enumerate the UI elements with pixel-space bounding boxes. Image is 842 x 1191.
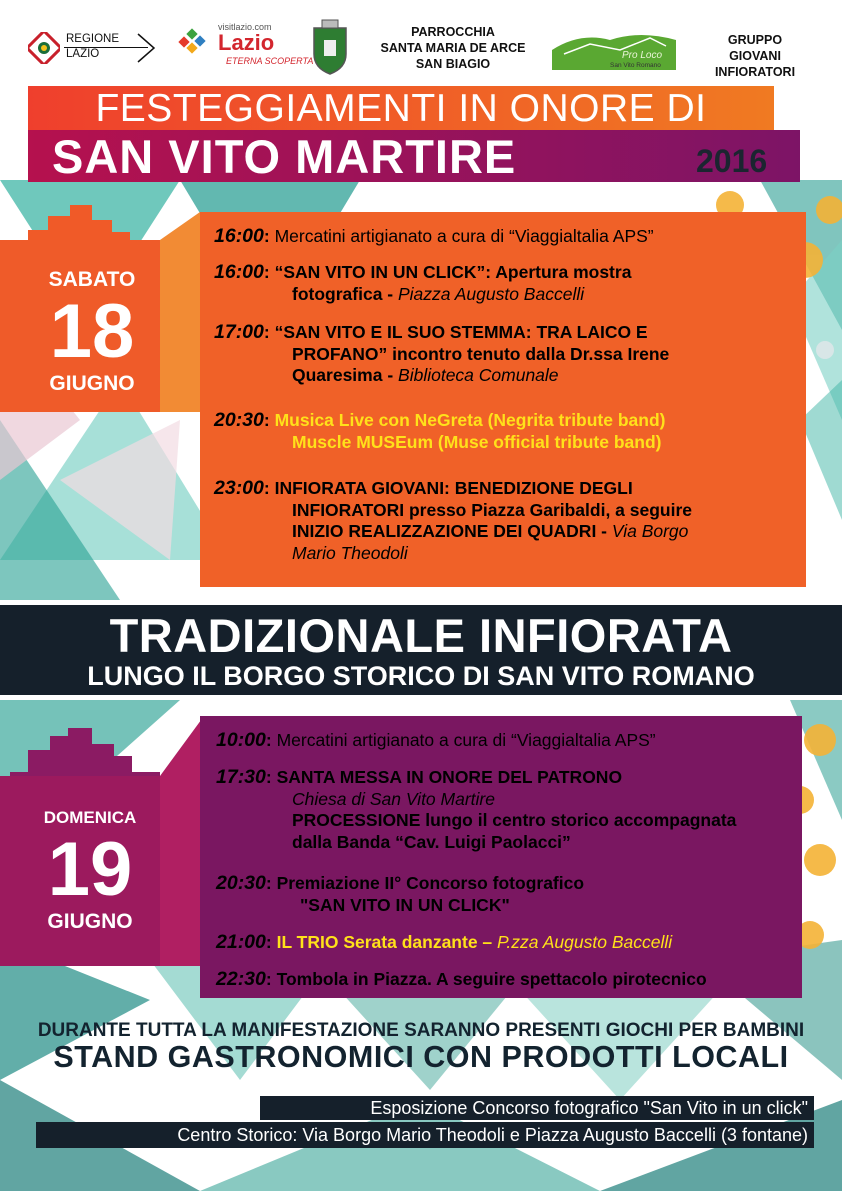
day1-event-1: 16:00: Mercatini artigianato a cura di “Viaggialtalia APS” — [214, 225, 654, 247]
title-year: 2016 — [696, 143, 768, 179]
lazio-label: LAZIO — [66, 48, 100, 60]
lazio-site: visitlazio.com — [218, 22, 272, 32]
event-text-cont: dalla Banda “Cav. Luigi Paolacci” — [292, 831, 571, 852]
event-time: 17:00 — [214, 321, 264, 343]
event-text-cont: PROCESSIONE lungo il centro storico accompagnata — [292, 810, 737, 830]
event-place: Via Borgo — [611, 521, 689, 541]
event-time: 16:00 — [214, 225, 264, 247]
event-place: Biblioteca Comunale — [398, 365, 559, 385]
title-bar — [28, 130, 800, 182]
day1-month: GIUGNO — [49, 372, 135, 395]
pro-loco-sub: San Vito Romano — [610, 62, 661, 69]
title-main: SAN VITO MARTIRE — [52, 130, 517, 183]
parrocchia-line2: SANTA MARIA DE ARCE — [380, 41, 526, 55]
footer-games-note: DURANTE TUTTA LA MANIFESTAZIONE SARANNO PRESENTI GIOCHI PER BAMBINI — [37, 1020, 805, 1041]
exhibit-location: Centro Storico: Via Borgo Mario Theodoli e Piazza Augusto Baccelli (3 fontane) — [36, 1122, 814, 1148]
lazio-mosaic-icon — [178, 28, 208, 58]
event-text: Tombola in Piazza. A seguire spettacolo pirotecnico — [276, 969, 707, 989]
event-place-cont: Mario Theodoli — [292, 542, 408, 563]
day1-number: 18 — [49, 289, 135, 374]
day2-event-3: 20:30: Premiazione II° Concorso fotografico "SAN VITO IN UN CLICK" — [216, 873, 796, 916]
event-time: 20:30 — [214, 409, 264, 431]
event-text: Premiazione II° Concorso fotografico — [276, 873, 585, 893]
event-time: 23:00 — [214, 477, 264, 499]
title-line1: FESTEGGIAMENTI IN ONORE DI — [28, 86, 774, 130]
regione-label: REGIONE — [66, 33, 120, 45]
infiorata-banner — [0, 605, 842, 695]
regione-arrow-icon — [136, 32, 156, 64]
event-text: Mercatini artigianato a cura di “Viaggialtalia APS” — [276, 730, 656, 750]
event-text-cont: "SAN VITO IN UN CLICK" — [300, 894, 510, 915]
event-place: Chiesa di San Vito Martire — [292, 788, 495, 809]
event-text: Musica Live con NeGreta (Negrita tribute band) — [274, 410, 666, 430]
event-text-cont: Muscle MUSEum (Muse official tribute band) — [292, 431, 662, 452]
day1-badge — [8, 268, 176, 396]
event-time: 22:30 — [216, 968, 266, 990]
event-time: 21:00 — [216, 931, 266, 953]
day2-badge — [4, 806, 176, 934]
event-place: Piazza Augusto Baccelli — [397, 283, 585, 304]
event-time: 10:00 — [216, 729, 266, 751]
day1-event-2: 16:00: “SAN VITO IN UN CLICK”: Apertura mostra fotografica - Piazza Augusto Baccelli — [214, 261, 632, 304]
day2-event-4: 21:00: IL TRIO Serata danzante – P.zza Augusto Baccelli — [216, 931, 673, 953]
event-text-cont: PROFANO” incontro tenuto dalla Dr.ssa Irene — [292, 343, 670, 364]
banner-subtitle: LUNGO IL BORGO STORICO DI SAN VITO ROMANO — [87, 661, 755, 691]
event-time: 16:00 — [214, 261, 264, 283]
event-text-cont: INIZIO REALIZZAZIONE DEI QUADRI - — [292, 521, 612, 541]
day2-month: GIUGNO — [47, 910, 133, 933]
parrocchia-line1: PARROCCHIA — [411, 25, 495, 39]
pro-loco-logo — [550, 28, 678, 72]
event-text: SANTA MESSA IN ONORE DEL PATRONO — [276, 767, 623, 787]
exhibit-title: Esposizione Concorso fotografico "San Vito in un click" — [260, 1096, 814, 1120]
gruppo-line1: GRUPPO — [727, 33, 783, 47]
day2-event-2: 17:30: SANTA MESSA IN ONORE DEL PATRONO Chiesa di San Vito Martire PROCESSIONE lungo il centro storico accompagnata dalla Banda “Cav. Luigi Paolacci” — [216, 767, 802, 853]
gruppo-label — [690, 32, 820, 80]
regione-lazio-logo — [28, 30, 156, 66]
event-text: “SAN VITO IN UN CLICK”: Apertura mostra — [274, 262, 632, 282]
event-text: INFIORATA GIOVANI: BENEDIZIONE DEGLI — [274, 478, 633, 498]
banner-title: TRADIZIONALE INFIORATA — [109, 609, 733, 662]
pro-loco-title: Pro Loco — [622, 50, 663, 61]
day1-weekday: SABATO — [48, 268, 136, 291]
day1-event-5: 23:00: INFIORATA GIOVANI: BENEDIZIONE DEGLI INFIORATORI presso Piazza Garibaldi, a seguire INIZIO REALIZZAZIONE DEI QUADRI - Via Borgo Mario Theodoli — [214, 478, 804, 564]
event-text-cont: fotografica - — [292, 283, 398, 304]
day2-event-5: 22:30: Tombola in Piazza. A seguire spettacolo pirotecnico — [216, 968, 707, 990]
regione-emblem-icon — [28, 32, 60, 64]
lazio-tagline: ETERNA SCOPERTA — [226, 56, 314, 66]
event-text: “SAN VITO E IL SUO STEMMA: TRA LAICO E — [274, 322, 648, 342]
gruppo-line2: GIOVANI INFIORATORI — [714, 49, 796, 79]
event-text: IL TRIO Serata danzante – — [276, 932, 498, 952]
parrocchia-line3: SAN BIAGIO — [415, 57, 491, 71]
day1-event-4: 20:30: Musica Live con NeGreta (Negrita tribute band) Muscle MUSEum (Muse official tribute band) — [214, 410, 804, 453]
event-text: Mercatini artigianato a cura di “Viaggialtalia APS” — [274, 226, 654, 246]
day2-event-1: 10:00: Mercatini artigianato a cura di “Viaggialtalia APS” — [216, 729, 656, 751]
visit-lazio-logo — [178, 22, 314, 72]
event-time: 20:30 — [216, 872, 266, 894]
event-time: 17:30 — [216, 766, 266, 788]
day1-event-3: 17:00: “SAN VITO E IL SUO STEMMA: TRA LAICO E PROFANO” incontro tenuto dalla Dr.ssa Irene Quaresima - Biblioteca Comunale — [214, 322, 804, 387]
event-place: P.zza Augusto Baccelli — [497, 932, 673, 952]
day2-weekday: DOMENICA — [43, 808, 137, 827]
footer-stands-note: STAND GASTRONOMICI CON PRODOTTI LOCALI — [53, 1040, 789, 1074]
day2-number: 19 — [47, 827, 133, 912]
lazio-title: Lazio — [218, 30, 275, 55]
event-text-cont: INFIORATORI presso Piazza Garibaldi, a seguire — [292, 499, 693, 520]
municipal-crest-icon — [308, 18, 352, 76]
event-text-cont: Quaresima - — [292, 365, 399, 385]
parrocchia-label — [368, 24, 538, 72]
